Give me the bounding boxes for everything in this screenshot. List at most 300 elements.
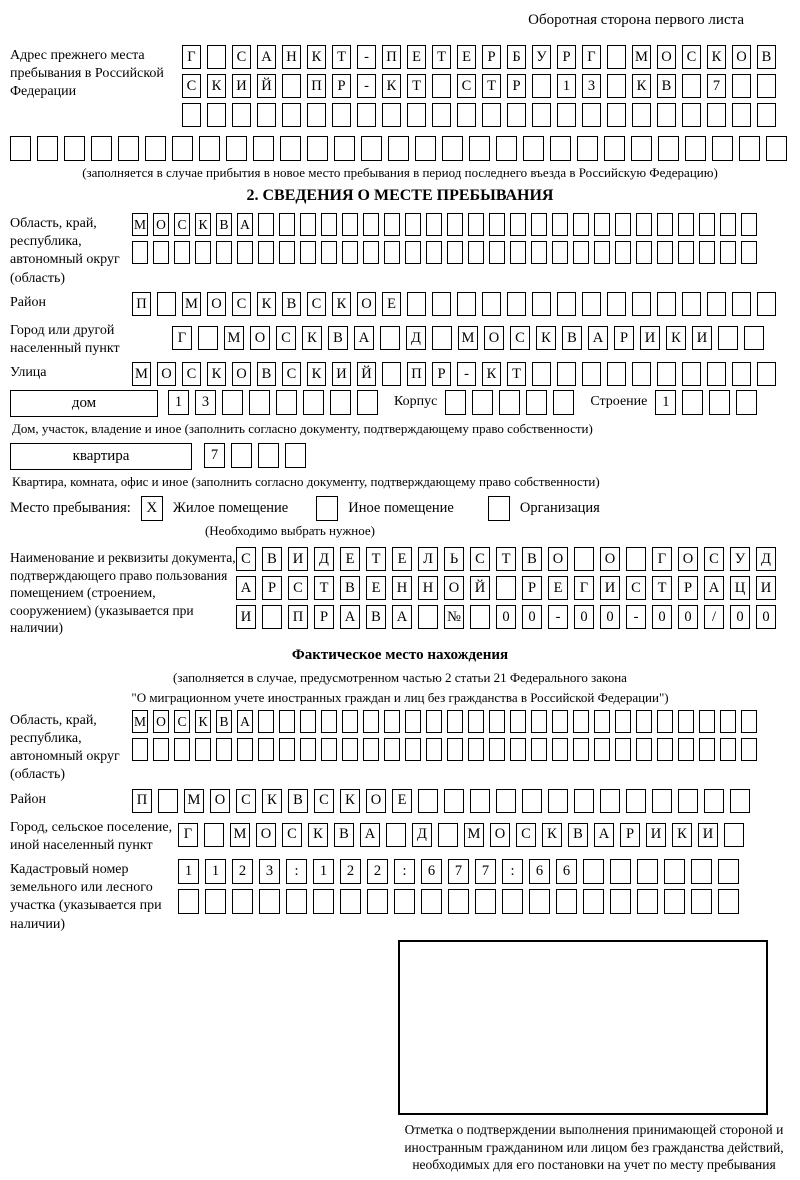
char-cell: О xyxy=(444,576,464,600)
char-cell xyxy=(232,889,253,914)
section2-title: 2. СВЕДЕНИЯ О МЕСТЕ ПРЕБЫВАНИЯ xyxy=(246,187,554,204)
previous-address-label: Адрес прежнего места пребывания в Российской Федерации xyxy=(10,48,164,100)
char-cell xyxy=(652,789,672,813)
char-cell xyxy=(363,710,379,733)
korpus-label: Корпус xyxy=(394,394,438,410)
char-cell xyxy=(489,738,505,761)
char-cell xyxy=(237,241,253,264)
char-cell xyxy=(222,390,243,415)
char-cell: К xyxy=(542,823,562,847)
char-cell xyxy=(699,710,715,733)
char-cell xyxy=(199,136,220,161)
confirmation-stamp-caption: Отметка о подтверждении выполнения принимающей стороной и иностранным гражданином или лицом без гражданства действий, необходимых для его постановки на учет по месту пребывания xyxy=(404,1121,784,1173)
char-cell: 0 xyxy=(756,605,776,629)
char-cell: И xyxy=(692,326,712,350)
char-cell xyxy=(678,213,694,236)
char-cell xyxy=(732,362,751,386)
dom-grid xyxy=(168,390,384,415)
char-cell xyxy=(557,103,576,127)
char-cell: К xyxy=(672,823,692,847)
char-cell: 2 xyxy=(232,859,253,884)
char-cell xyxy=(280,136,301,161)
char-cell: М xyxy=(182,292,201,316)
char-cell xyxy=(205,889,226,914)
char-cell xyxy=(496,136,517,161)
char-cell: Т xyxy=(332,45,351,69)
char-cell: К xyxy=(207,74,226,98)
ulitsa-block xyxy=(10,362,790,386)
char-cell: К xyxy=(195,213,211,236)
ulitsa-label: Улица xyxy=(10,365,47,381)
fact-oblast-block xyxy=(10,710,790,785)
char-cell: Г xyxy=(582,45,601,69)
char-cell xyxy=(636,213,652,236)
char-cell: Р xyxy=(620,823,640,847)
char-cell: Й xyxy=(357,362,376,386)
char-cell xyxy=(282,103,301,127)
char-cell xyxy=(157,292,176,316)
char-cell xyxy=(632,292,651,316)
gorod-label: Город или другой населенный пункт xyxy=(10,322,120,356)
char-cell xyxy=(382,362,401,386)
char-cell: 3 xyxy=(195,390,216,415)
char-cell xyxy=(432,292,451,316)
char-cell: 0 xyxy=(678,605,698,629)
char-cell xyxy=(405,241,421,264)
char-cell: 2 xyxy=(340,859,361,884)
char-cell: О xyxy=(600,547,620,571)
char-cell xyxy=(574,789,594,813)
char-cell: К xyxy=(332,292,351,316)
char-cell: О xyxy=(678,547,698,571)
char-cell: Ц xyxy=(730,576,750,600)
char-cell xyxy=(699,241,715,264)
char-cell xyxy=(552,213,568,236)
char-cell xyxy=(582,292,601,316)
char-cell: Л xyxy=(418,547,438,571)
char-cell xyxy=(707,103,726,127)
char-cell xyxy=(699,738,715,761)
fact-gorod-grid xyxy=(178,823,750,847)
char-cell: Т xyxy=(652,576,672,600)
char-cell: С xyxy=(174,213,190,236)
char-cell: А xyxy=(704,576,724,600)
char-cell: И xyxy=(756,576,776,600)
page-side-note: Оборотная сторона первого листа xyxy=(528,12,744,28)
fact-oblast-row1 xyxy=(132,710,762,733)
char-cell xyxy=(384,710,400,733)
char-cell: С xyxy=(516,823,536,847)
char-cell: А xyxy=(236,576,256,600)
char-cell xyxy=(132,241,148,264)
char-cell: Т xyxy=(432,45,451,69)
char-cell xyxy=(258,443,279,468)
char-cell xyxy=(732,103,751,127)
char-cell: В xyxy=(262,547,282,571)
previous-address-row3 xyxy=(182,103,782,127)
char-cell: К xyxy=(482,362,501,386)
char-cell: 0 xyxy=(496,605,516,629)
char-cell: 3 xyxy=(582,74,601,98)
char-cell xyxy=(610,859,631,884)
char-cell: И xyxy=(236,605,256,629)
char-cell xyxy=(468,738,484,761)
kvartira-box: квартира xyxy=(10,443,192,470)
char-cell xyxy=(736,390,757,415)
char-cell xyxy=(253,136,274,161)
char-cell xyxy=(657,241,673,264)
char-cell xyxy=(632,362,651,386)
char-cell xyxy=(279,738,295,761)
char-cell xyxy=(447,241,463,264)
char-cell: К xyxy=(632,74,651,98)
char-cell xyxy=(405,738,421,761)
char-cell xyxy=(678,738,694,761)
char-cell xyxy=(447,710,463,733)
char-cell xyxy=(207,103,226,127)
kvartira-grid xyxy=(204,443,312,468)
char-cell: А xyxy=(588,326,608,350)
char-cell xyxy=(468,710,484,733)
char-cell xyxy=(468,213,484,236)
char-cell: Е xyxy=(340,547,360,571)
char-cell: : xyxy=(286,859,307,884)
char-cell xyxy=(496,789,516,813)
checkbox-zhiloe: X xyxy=(141,496,163,521)
char-cell xyxy=(636,241,652,264)
char-cell: Р xyxy=(557,45,576,69)
char-cell xyxy=(637,889,658,914)
char-cell xyxy=(699,213,715,236)
char-cell: : xyxy=(502,859,523,884)
char-cell: К xyxy=(340,789,360,813)
char-cell: В xyxy=(366,605,386,629)
char-cell xyxy=(532,103,551,127)
char-cell: М xyxy=(132,213,148,236)
char-cell: 2 xyxy=(367,859,388,884)
char-cell: И xyxy=(332,362,351,386)
char-cell: С xyxy=(314,789,334,813)
char-cell xyxy=(118,136,139,161)
previous-address-block xyxy=(10,45,790,132)
char-cell xyxy=(707,362,726,386)
char-cell xyxy=(732,292,751,316)
char-cell: Б xyxy=(507,45,526,69)
char-cell xyxy=(363,241,379,264)
char-cell xyxy=(615,710,631,733)
fact-note2: "О миграционном учете иностранных граждан и лиц без гражданства в Российской Федерации") xyxy=(131,689,669,705)
char-cell: С xyxy=(282,823,302,847)
char-cell: О xyxy=(484,326,504,350)
gorod-block xyxy=(10,320,790,358)
char-cell xyxy=(145,136,166,161)
char-cell: У xyxy=(532,45,551,69)
char-cell: М xyxy=(230,823,250,847)
char-cell xyxy=(472,390,493,415)
char-cell xyxy=(216,738,232,761)
char-cell xyxy=(226,136,247,161)
previous-address-row1 xyxy=(182,45,782,69)
char-cell xyxy=(582,103,601,127)
char-cell: К xyxy=(707,45,726,69)
char-cell: О xyxy=(256,823,276,847)
checkbox-inoe xyxy=(316,496,338,521)
char-cell xyxy=(496,576,516,600)
char-cell xyxy=(482,292,501,316)
char-cell: С xyxy=(307,292,326,316)
kadastr-row2 xyxy=(178,889,745,914)
char-cell: М xyxy=(184,789,204,813)
char-cell: С xyxy=(626,576,646,600)
char-cell xyxy=(532,74,551,98)
char-cell xyxy=(482,103,501,127)
option-zhiloe-label: Жилое помещение xyxy=(172,500,289,517)
char-cell xyxy=(153,738,169,761)
char-cell: Г xyxy=(172,326,192,350)
char-cell xyxy=(342,738,358,761)
char-cell xyxy=(691,859,712,884)
char-cell: В xyxy=(562,326,582,350)
checkbox-org xyxy=(488,496,510,521)
doc-label: Наименование и реквизиты документа, подтверждающего право пользования помещением (строением, сооружением) (указывается при наличии) xyxy=(10,550,236,636)
char-cell: П xyxy=(132,292,151,316)
char-cell: О xyxy=(157,362,176,386)
char-cell xyxy=(438,823,458,847)
char-cell: Е xyxy=(548,576,568,600)
char-cell xyxy=(382,103,401,127)
char-cell xyxy=(548,789,568,813)
char-cell: О xyxy=(250,326,270,350)
char-cell xyxy=(604,136,625,161)
mesto-block xyxy=(10,496,790,521)
char-cell: В xyxy=(657,74,676,98)
char-cell xyxy=(626,789,646,813)
char-cell: К xyxy=(536,326,556,350)
char-cell xyxy=(557,362,576,386)
char-cell xyxy=(607,45,626,69)
char-cell: В xyxy=(216,710,232,733)
char-cell xyxy=(757,362,776,386)
char-cell: 7 xyxy=(204,443,225,468)
char-cell xyxy=(313,889,334,914)
confirmation-stamp-box xyxy=(398,940,768,1115)
char-cell: О xyxy=(153,213,169,236)
char-cell: А xyxy=(237,710,253,733)
char-cell xyxy=(607,103,626,127)
fact-title: Фактическое место нахождения xyxy=(291,646,509,663)
char-cell xyxy=(357,390,378,415)
char-cell: О xyxy=(232,362,251,386)
char-cell: А xyxy=(354,326,374,350)
char-cell: О xyxy=(548,547,568,571)
char-cell: И xyxy=(600,576,620,600)
previous-address-grid xyxy=(182,45,782,132)
char-cell: В xyxy=(288,789,308,813)
char-cell xyxy=(64,136,85,161)
char-cell: В xyxy=(340,576,360,600)
char-cell xyxy=(552,710,568,733)
char-cell xyxy=(607,74,626,98)
char-cell xyxy=(741,241,757,264)
ulitsa-grid xyxy=(132,362,782,386)
char-cell xyxy=(507,292,526,316)
char-cell xyxy=(457,103,476,127)
char-cell: И xyxy=(646,823,666,847)
char-cell xyxy=(582,362,601,386)
kadastr-row1 xyxy=(178,859,745,884)
char-cell: Й xyxy=(257,74,276,98)
char-cell: - xyxy=(357,45,376,69)
char-cell: С xyxy=(470,547,490,571)
char-cell: С xyxy=(276,326,296,350)
char-cell xyxy=(615,213,631,236)
char-cell xyxy=(550,136,571,161)
char-cell xyxy=(682,74,701,98)
dom-block xyxy=(10,390,790,417)
char-cell xyxy=(216,241,232,264)
char-cell xyxy=(91,136,112,161)
char-cell xyxy=(300,710,316,733)
kvartira-note: Квартира, комната, офис и иное (заполнить согласно документу, подтверждающему право собственности) xyxy=(12,474,600,490)
char-cell xyxy=(678,710,694,733)
char-cell: К xyxy=(207,362,226,386)
char-cell xyxy=(432,74,451,98)
char-cell xyxy=(718,889,739,914)
char-cell: А xyxy=(594,823,614,847)
char-cell: 0 xyxy=(522,605,542,629)
char-cell: К xyxy=(382,74,401,98)
char-cell xyxy=(232,103,251,127)
char-cell: В xyxy=(757,45,776,69)
char-cell xyxy=(739,136,760,161)
char-cell: К xyxy=(666,326,686,350)
char-cell xyxy=(249,390,270,415)
char-cell: 1 xyxy=(168,390,189,415)
char-cell: П xyxy=(288,605,308,629)
char-cell: К xyxy=(307,45,326,69)
char-cell: Т xyxy=(314,576,334,600)
char-cell: У xyxy=(730,547,750,571)
doc-row2 xyxy=(236,576,782,600)
doc-block xyxy=(10,547,790,637)
char-cell xyxy=(583,889,604,914)
char-cell xyxy=(510,710,526,733)
char-cell xyxy=(300,241,316,264)
char-cell: 0 xyxy=(574,605,594,629)
char-cell xyxy=(732,74,751,98)
char-cell xyxy=(286,889,307,914)
char-cell: В xyxy=(334,823,354,847)
char-cell xyxy=(682,390,703,415)
char-cell xyxy=(444,789,464,813)
char-cell: М xyxy=(632,45,651,69)
char-cell xyxy=(303,390,324,415)
char-cell: Д xyxy=(756,547,776,571)
char-cell xyxy=(363,213,379,236)
char-cell xyxy=(526,390,547,415)
char-cell xyxy=(178,889,199,914)
korpus-grid xyxy=(445,390,580,415)
char-cell xyxy=(470,605,490,629)
char-cell: 7 xyxy=(448,859,469,884)
fact-gorod-block xyxy=(10,817,790,855)
char-cell xyxy=(158,789,178,813)
char-cell xyxy=(407,292,426,316)
char-cell xyxy=(720,241,736,264)
char-cell xyxy=(741,710,757,733)
char-cell xyxy=(531,241,547,264)
previous-address-row4 xyxy=(10,136,790,161)
char-cell xyxy=(334,136,355,161)
char-cell xyxy=(718,326,738,350)
char-cell xyxy=(386,823,406,847)
char-cell: Г xyxy=(182,45,201,69)
char-cell: Д xyxy=(314,547,334,571)
oblast-grid xyxy=(132,213,762,269)
char-cell: К xyxy=(308,823,328,847)
fact-oblast-row2 xyxy=(132,738,762,761)
char-cell xyxy=(718,859,739,884)
char-cell: 1 xyxy=(557,74,576,98)
char-cell: В xyxy=(216,213,232,236)
char-cell: П xyxy=(382,45,401,69)
char-cell: С xyxy=(174,710,190,733)
char-cell xyxy=(499,390,520,415)
char-cell xyxy=(259,889,280,914)
char-cell xyxy=(384,241,400,264)
kadastr-label: Кадастровый номер земельного или лесного участка (указывается при наличии) xyxy=(10,861,162,932)
char-cell xyxy=(664,859,685,884)
oblast-row2 xyxy=(132,241,762,264)
char-cell xyxy=(174,738,190,761)
char-cell: 1 xyxy=(655,390,676,415)
char-cell xyxy=(415,136,436,161)
char-cell: С xyxy=(682,45,701,69)
char-cell: Д xyxy=(406,326,426,350)
char-cell xyxy=(367,889,388,914)
char-cell: Р xyxy=(432,362,451,386)
char-cell: 6 xyxy=(529,859,550,884)
char-cell xyxy=(237,738,253,761)
char-cell: Е xyxy=(382,292,401,316)
char-cell xyxy=(744,326,764,350)
oblast-row1 xyxy=(132,213,762,236)
char-cell xyxy=(321,738,337,761)
char-cell: 1 xyxy=(205,859,226,884)
char-cell xyxy=(720,738,736,761)
char-cell: Е xyxy=(366,576,386,600)
char-cell xyxy=(421,889,442,914)
char-cell xyxy=(231,443,252,468)
char-cell: - xyxy=(626,605,646,629)
char-cell xyxy=(457,292,476,316)
char-cell xyxy=(574,547,594,571)
char-cell xyxy=(384,213,400,236)
char-cell: С xyxy=(236,547,256,571)
char-cell: Г xyxy=(652,547,672,571)
char-cell: С xyxy=(510,326,530,350)
char-cell: С xyxy=(236,789,256,813)
char-cell: В xyxy=(257,362,276,386)
char-cell xyxy=(757,74,776,98)
char-cell: Р xyxy=(678,576,698,600)
char-cell xyxy=(657,103,676,127)
char-cell: П xyxy=(132,789,152,813)
char-cell xyxy=(10,136,31,161)
char-cell xyxy=(657,213,673,236)
char-cell xyxy=(447,213,463,236)
char-cell: Н xyxy=(418,576,438,600)
